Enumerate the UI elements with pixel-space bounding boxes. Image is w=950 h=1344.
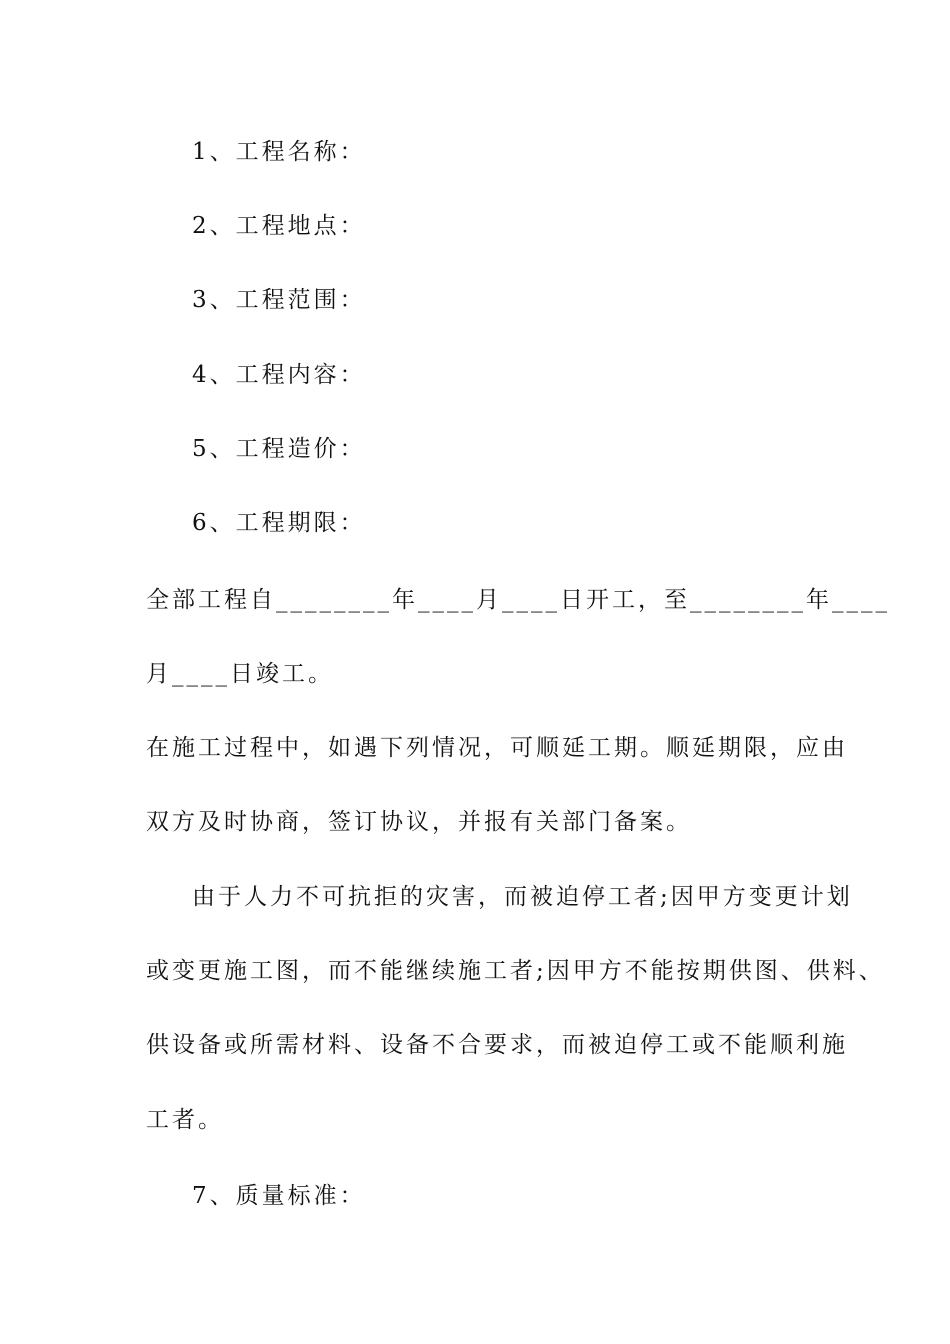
extension-line-1: 在施工过程中，如遇下列情况，可顺延工期。顺延期限，应由 [146,735,848,761]
item-project-cost: 5、工程造价： [192,436,366,462]
period-line-2: 月____日竣工。 [146,661,334,687]
conditions-line-1: 由于人力不可抗拒的灾害，而被迫停工者;因甲方变更计划 [192,884,853,910]
item-project-period: 6、工程期限： [192,510,366,536]
item-quality-standard: 7、质量标准： [192,1183,366,1209]
item-project-location: 2、工程地点： [192,213,366,239]
extension-line-2: 双方及时协商，签订协议，并报有关部门备案。 [146,809,692,835]
conditions-line-3: 供设备或所需材料、设备不合要求，而被迫停工或不能顺利施 [146,1032,848,1058]
item-project-name: 1、工程名称： [192,139,366,165]
item-project-content: 4、工程内容： [192,362,366,388]
period-line-1: 全部工程自________年____月____日开工，至________年____ [146,587,890,613]
conditions-line-2: 或变更施工图，而不能继续施工者;因甲方不能按期供图、供料、 [146,958,885,984]
item-project-scope: 3、工程范围： [192,287,366,313]
conditions-line-4: 工者。 [146,1107,224,1133]
